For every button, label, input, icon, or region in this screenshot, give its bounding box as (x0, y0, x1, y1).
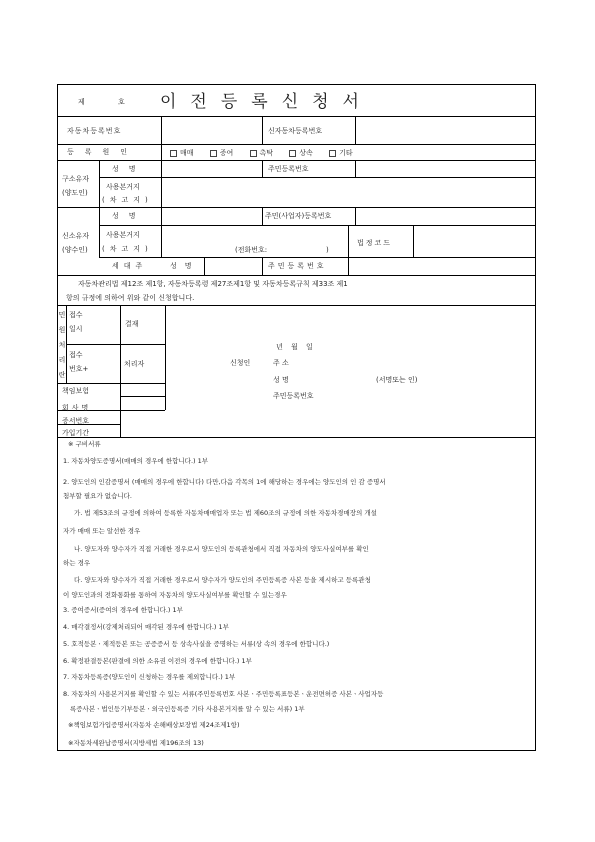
checkbox-icon (170, 150, 177, 157)
applicant-address-label: 주 소 (273, 359, 289, 367)
transferor-base-field[interactable] (162, 178, 534, 206)
doc-item-1: 1. 자동차양도증명서(매매의 경우에 한합니다.) 1부 (63, 457, 209, 465)
transferee-name-field[interactable] (162, 208, 262, 224)
applicant-sign-label: (서명또는 인) (376, 376, 418, 384)
doc-item-2-b: 나. 양도자와 양수자가 직접 거래한 경우로서 양도인의 등록관청에서 직접 자동차의 양도사실여부를 확인 (74, 545, 369, 553)
applicant-name-field[interactable] (330, 374, 370, 386)
doc-item-2-a-cont: 자가 매매 또는 알선한 경우 (63, 527, 141, 535)
car-reg-no-label: 자동차등록번호 (67, 127, 122, 135)
checkbox-icon (250, 150, 257, 157)
doc-item-2-b-cont: 하는 경우 (63, 559, 91, 567)
applicant-name-label: 성 명 (273, 376, 289, 384)
application-date: 년 월 일 (276, 343, 316, 351)
doc-item-6: 6. 확정판결등본(판결에 의한 소유권 이전의 경우에 한합니다.) 1부 (63, 657, 252, 665)
form-title: 이전등록신청서 (160, 92, 373, 112)
cause-option-inheritance[interactable]: 상속 (289, 149, 313, 157)
reg-cause-label: 등록원인 (67, 148, 139, 156)
doc-note-tax: ※자동차세완납증명서(지방세법 제196조의 13) (68, 739, 204, 747)
insurance-cert-field[interactable] (67, 411, 119, 423)
householder-name-label: 성명 (170, 262, 200, 270)
reg-cause-options (170, 148, 353, 157)
cause-option-gift[interactable]: 증여 (210, 149, 234, 157)
serial-no-suffix: 호 (118, 98, 125, 106)
statement-line-2: 항의 규정에 의하여 위와 같이 신청합니다. (66, 294, 195, 302)
insurance-label-1: 책임보험 (62, 387, 90, 395)
transferor-id-field[interactable] (356, 161, 534, 176)
serial-no-label: 제 (78, 98, 85, 106)
doc-item-2-c-cont: 이 양도인과의 전화통화를 통하여 자동차의 양도사실여부를 확인할 수 있는경우 (63, 591, 287, 599)
transferee-id-label: 주민(사업자)등록번호 (265, 212, 332, 220)
householder-id-label: 주민등록번호 (268, 262, 327, 270)
transferee-name-label: 성명 (112, 212, 146, 220)
householder-label: 세대주 (112, 262, 148, 270)
transferee-label: 신소유자 (62, 232, 90, 240)
doc-note-insurance: ※책임보험가입증명서(자동차 손해배상보장법 제24조제1항) (68, 721, 240, 729)
transferee-phone-close: ) (326, 246, 329, 254)
doc-item-3: 3. 증여증서(증여의 경우에 한합니다.) 1부 (63, 606, 183, 614)
new-car-reg-no-field[interactable] (356, 117, 534, 143)
receipt-time-label-1: 접수 (69, 311, 83, 319)
doc-item-2-c: 다. 양도자와 양수자가 직접 거래한 경우로서 양수자가 양도인의 주민등록증 사본 등을 제시하고 등록관청 (74, 576, 371, 584)
cause-option-sale[interactable]: 매매 (170, 149, 194, 157)
transferor-base-label: 사용본거지 (106, 183, 140, 191)
doc-item-2-a: 가. 법 제53조의 규정에 의하여 등록한 자동차매매업자 또는 법 제60조의 규정에 의한 자동차경매장의 개설 (74, 509, 377, 517)
car-reg-no-field[interactable] (162, 117, 262, 143)
transferor-label: 구소유자 (62, 175, 90, 183)
docs-header: ※ 구비서류 (68, 440, 101, 448)
applicant-id-field[interactable] (330, 390, 520, 402)
receipt-no-label-2: 번호+ (69, 365, 89, 373)
transferee-phone-label: (전화번호: (235, 246, 268, 254)
doc-item-8-cont: 록증사본ㆍ법인등기부등본ㆍ외국인등록증 기타 사용본거지를 알 수 있는 서류) 1부 (70, 705, 305, 713)
applicant-id-label: 주민등록번호 (273, 392, 314, 400)
cause-option-commission[interactable]: 촉탁 (250, 149, 274, 157)
applicant-label: 신청인 (230, 359, 251, 367)
checkbox-icon (210, 150, 217, 157)
doc-item-5: 5. 호적등본ㆍ제적등본 또는 공증증서 등 상속사실을 증명하는 서류(상 속의 경우에 한합니다.) (63, 640, 330, 648)
legal-code-field[interactable] (414, 226, 534, 256)
insurance-label-2: 회사명 (62, 404, 92, 412)
insurance-company-field[interactable] (121, 397, 164, 409)
transferor-sublabel: (양도인) (62, 189, 88, 197)
receipt-no-label-1: 접수 (69, 351, 83, 359)
applicant-address-field[interactable] (330, 357, 520, 369)
insurance-label-4: 가입기간 (62, 429, 90, 437)
transferee-base-label: 사용본거지 (106, 231, 140, 239)
doc-item-2: 2. 양도인의 인감증명서 (매매의 경우에 한합니다) 다만,다음 각목의 1에 해당하는 경우에는 양도인의 인 감 증명서 (63, 478, 386, 486)
doc-item-2-cont: 첨부할 필요가 없습니다. (63, 492, 132, 500)
receipt-time-label-2: 일시 (69, 325, 83, 333)
transferor-id-label: 주민등록번호 (268, 165, 309, 173)
checkbox-icon (289, 150, 296, 157)
insurance-label-3: 증서번호 (62, 417, 90, 425)
doc-item-4: 4. 매각결정서(강제처리되어 매각된 경우에 한합니다.) 1부 (63, 623, 229, 631)
doc-item-7: 7. 자동차등록증(양도인이 신청하는 경우를 제외합니다.) 1부 (63, 673, 236, 681)
transferee-id-field[interactable] (356, 208, 534, 224)
transferee-garage-label: (차고지) (102, 245, 153, 253)
householder-id-field[interactable] (349, 258, 534, 274)
transferor-name-field[interactable] (162, 161, 262, 176)
approval-label: 결재 (125, 320, 139, 328)
transferor-name-label: 성명 (112, 165, 146, 173)
handler-label: 처리자 (124, 360, 145, 368)
office-vertical-label: 민 원 처 리 란 (58, 311, 66, 379)
checkbox-icon (329, 150, 336, 157)
statement-line-1: 자동차관리법 제12조 제1항, 자동차등록령 제27조제1항 및 자동차등록규칙 제33조 제1 (78, 280, 348, 288)
transferor-garage-label: (차고지) (102, 196, 153, 204)
cause-option-other[interactable]: 기타 (329, 149, 353, 157)
doc-item-8: 8. 자동차의 사용본거지를 확인할 수 있는 서류(주민등록번호 사본ㆍ주민등록표등본ㆍ운전면허증 사본ㆍ사업자등 (63, 690, 384, 698)
legal-code-label: 법정코드 (357, 239, 393, 247)
new-car-reg-no-label: 신자동차등록번호 (268, 127, 323, 135)
householder-name-field[interactable] (205, 258, 261, 274)
transferee-sublabel: (양수인) (62, 246, 88, 254)
